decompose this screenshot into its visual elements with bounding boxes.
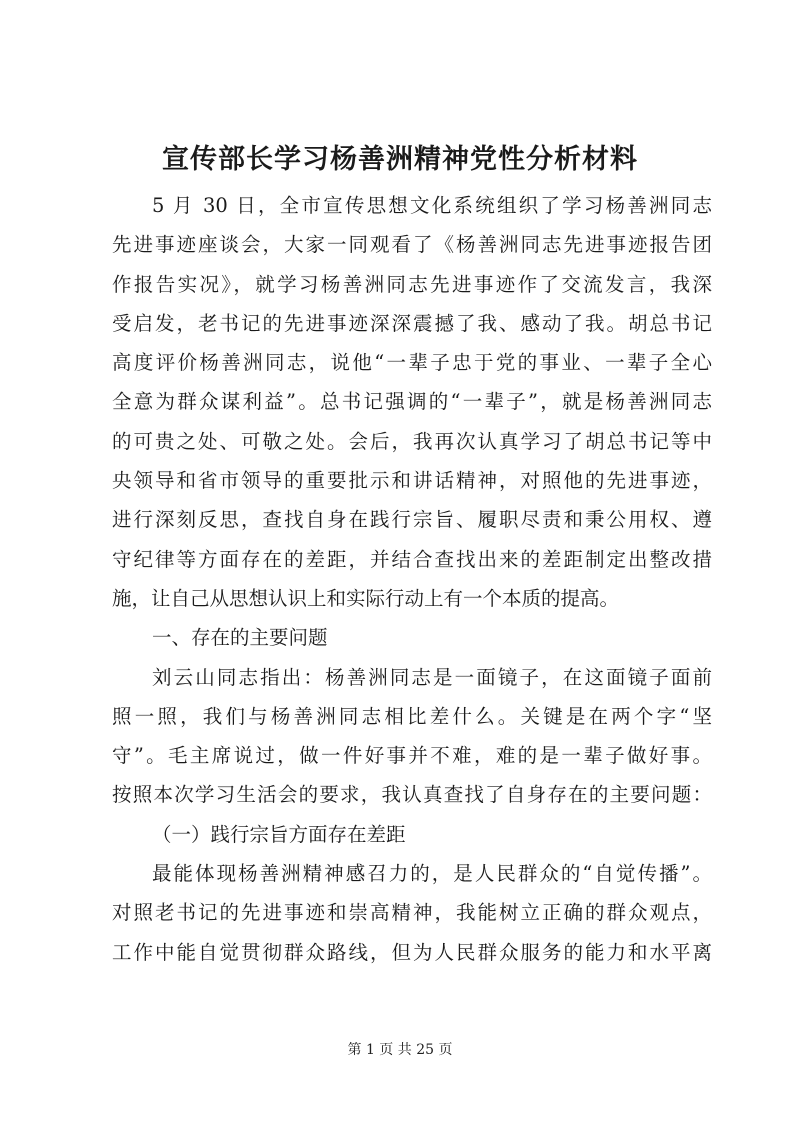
document-title: 宣传部长学习杨善洲精神党性分析材料 <box>162 144 638 175</box>
paragraph-line: 按照本次学习生活会的要求，我认真查找了自身存在的主要问题： <box>112 783 712 807</box>
paragraph-line: 受启发，老书记的先进事迹深深震撼了我、感动了我。胡总书记 <box>112 311 712 335</box>
paragraph-line: 工作中能自觉贯彻群众路线，但为人民群众服务的能力和水平离 <box>112 940 712 964</box>
paragraph-line: 守纪律等方面存在的差距，并结合查找出来的差距制定出整改措 <box>112 547 712 571</box>
document-body <box>112 186 712 972</box>
paragraph-line: 作报告实况》，就学习杨善洲同志先进事迹作了交流发言，我深 <box>112 272 712 296</box>
paragraph-line: 5 月 30 日，全市宣传思想文化系统组织了学习杨善洲同志 <box>152 194 712 217</box>
paragraph-line: 施，让自己从思想认识上和实际行动上有一个本质的提高。 <box>112 586 620 610</box>
paragraph-line: 高度评价杨善洲同志，说他“一辈子忠于党的事业、一辈子全心 <box>112 351 712 375</box>
paragraph-line: 刘云山同志指出：杨善洲同志是一面镜子，在这面镜子面前 <box>152 665 712 689</box>
paragraph-line: 守”。毛主席说过，做一件好事并不难，难的是一辈子做好事。 <box>112 744 712 768</box>
paragraph-line: 进行深刻反思，查找自身在践行宗旨、履职尽责和秉公用权、遵 <box>112 508 712 532</box>
page-number-footer: 第 1 页 共 25 页 <box>347 1042 453 1058</box>
paragraph-line: 全意为群众谋利益”。总书记强调的“一辈子”，就是杨善洲同志 <box>112 390 712 414</box>
paragraph-line: 对照老书记的先进事迹和崇高精神，我能树立正确的群众观点， <box>112 901 712 925</box>
paragraph-line: 央领导和省市领导的重要批示和讲话精神，对照他的先进事迹， <box>112 469 712 493</box>
paragraph-line: 最能体现杨善洲精神感召力的，是人民群众的“自觉传播”。 <box>152 862 712 886</box>
paragraph-line: 的可贵之处、可敬之处。会后，我再次认真学习了胡总书记等中 <box>112 429 712 453</box>
paragraph-line: 先进事迹座谈会，大家一同观看了《杨善洲同志先进事迹报告团 <box>112 233 712 257</box>
paragraph-line: 照一照，我们与杨善洲同志相比差什么。关键是在两个字“坚 <box>112 704 712 728</box>
subsection-heading: （一）践行宗旨方面存在差距 <box>152 822 406 846</box>
section-heading: 一、存在的主要问题 <box>152 626 328 650</box>
